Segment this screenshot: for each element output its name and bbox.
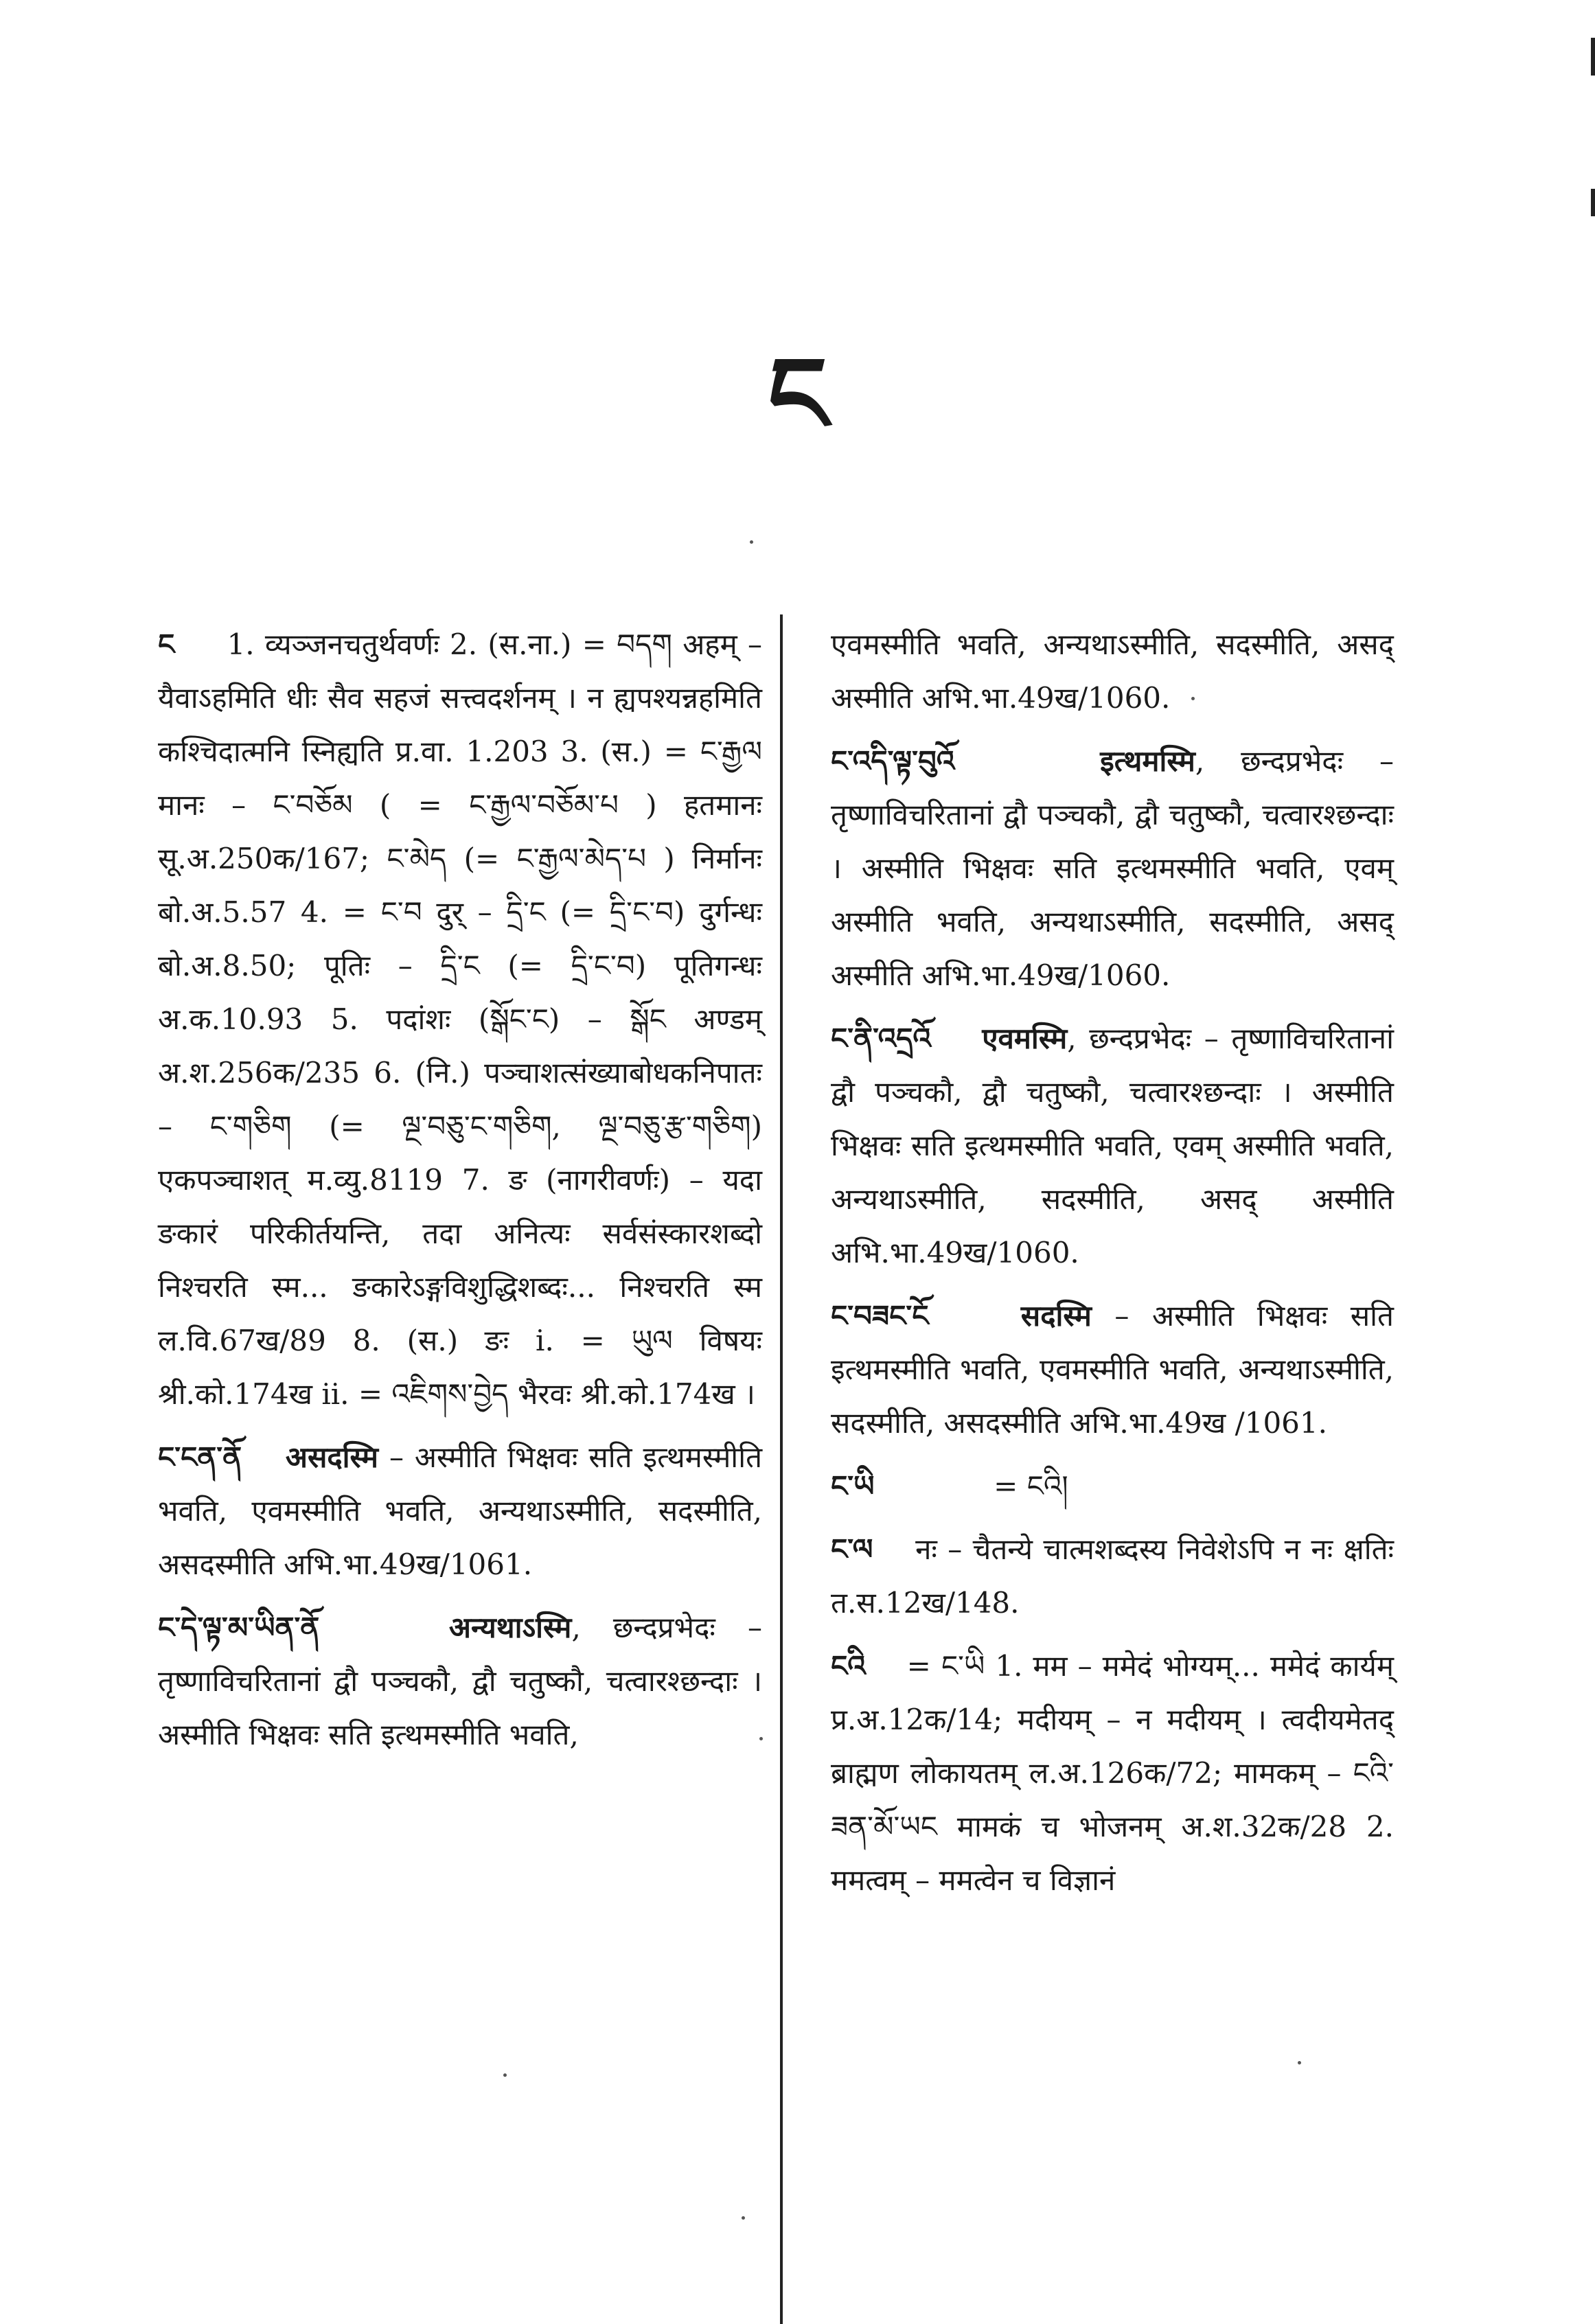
scan-edge-mark xyxy=(1591,189,1595,216)
entry-itthamasmi xyxy=(831,735,1394,1002)
entry-text: , छन्दप्रभेदः – तृष्णाविचरितानां द्वौ पञ्चकौ, द्वौ चतुष्कौ, चत्वारश्छन्दाः । अस्मीति भिक्षवः सति इत्थमस्मीति भवति, एवम् अस्मीति भवति, अन्यथाऽस्मीति, सदस्मीति, असद् अस्मीति अभि.भा.49ख/1060. xyxy=(831,1022,1394,1269)
entry-headword: ང་འདི་ལྟ་བུའོ xyxy=(831,744,955,778)
entry-headword: ང་དེ་ལྟ་མ་ཡིན་ནོ xyxy=(158,1611,320,1644)
entry-headword: ང་བཟང་ངོ xyxy=(831,1299,929,1333)
scan-speck xyxy=(750,540,753,544)
entry-text: , छन्दप्रभेदः – तृष्णाविचरितानां द्वौ पञ्चकौ, द्वौ चतुष्कौ, चत्वारश्छन्दाः । अस्मीति भिक्षवः सति इत्थमस्मीति भवति, xyxy=(158,1611,763,1751)
entry-gloss: इत्थमस्मि xyxy=(1100,744,1195,778)
scan-speck xyxy=(1191,697,1195,700)
entry-headword: ང་ལ xyxy=(831,1532,873,1566)
entry-gloss: सदस्मि xyxy=(1020,1299,1092,1333)
right-column xyxy=(831,618,1394,1917)
scan-speck xyxy=(759,1737,763,1740)
entry-headword: ང་ཡི xyxy=(831,1469,875,1503)
entry-gloss: असदस्मि xyxy=(285,1440,378,1474)
entry-text: , छन्दप्रभेदः – तृष्णाविचरितानां द्वौ पञ्चकौ, द्वौ चतुष्कौ, चत्वारश्छन्दाः । अस्मीति भिक्षवः सति इत्थमस्मीति भवति, एवम् अस्मीति भवति, अन्यथाऽस्मीति, सदस्मीति, असद् अस्मीति अभि.भा.49ख/1060. xyxy=(831,744,1394,992)
entry-headword: ངའི xyxy=(831,1649,866,1683)
entry-anyathasmi xyxy=(158,1601,762,1762)
entry-text: = ངའི། xyxy=(994,1469,1068,1503)
page-heading: ང xyxy=(768,334,827,455)
entry-headword: ང་ངན་ནོ xyxy=(158,1440,242,1474)
entry-nga-yi xyxy=(831,1460,1394,1513)
entry-ngai xyxy=(831,1640,1394,1907)
entry-nga-la xyxy=(831,1523,1394,1630)
entry-text: – अस्मीति भिक्षवः सति इत्थमस्मीति भवति, एवमस्मीति भवति, अन्यथाऽस्मीति, सदस्मीति, असदस्मीति अभि.भा.49ख /1061. xyxy=(831,1299,1394,1440)
entry-evamasmi xyxy=(831,1012,1394,1280)
column-divider xyxy=(780,614,783,2324)
entry-headword: ང xyxy=(158,628,175,661)
entry-text: 1. व्यञ्जनचतुर्थवर्णः 2. (स.ना.) = བདག अहम् – यैवाऽहमिति धीः सैव सहजं सत्त्वदर्शनम् । न ह्यपश्यन्नहमिति कश्चिदात्मनि स्निह्यति प्र.वा. 1.203 3. (स.) = ང་རྒྱལ मानः – ང་བཅོམ ( = ང་རྒྱལ་བཅོམ་པ ) हतमानः सू.अ.250क/167; ང་མེད (= ང་རྒྱལ་མེད་པ ) निर्मानः बो.अ.5.57 4. = ང་བ दुर् – དྲི་ང (= དྲི་ང་བ) दुर्गन्धः बो.अ.8.50; पूतिः – དྲི་ང (= དྲི་ང་བ) पूतिगन्धः अ.क.10.93 5. पदांशः (སྒོང་ང) – སྒོང अण्डम् अ.श.256क/235 6. (नि.) पञ्चाशत्संख्याबोधकनिपातः – ང་གཅིག (= ལྔ་བཅུ་ང་གཅིག, ལྔ་བཅུ་རྩ་གཅིག) एकपञ्चाशत् म.व्यु.8119 7. ङ (नागरीवर्णः) – यदा ङकारं परिकीर्तयन्ति, तदा अनित्यः सर्वसंस्कारशब्दो निश्चरति स्म... ङकारेऽङ्गविशुद्धिशब्दः... निश्चरति स्म ल.वि.67ख/89 8. (स.) ङः i. = ཡུལ विषयः श्री.को.174ख ii. = འཇིགས་བྱེད भैरवः श्री.को.174ख । xyxy=(158,628,762,1411)
entry-text: = ང་ཡི 1. मम – ममेदं भोग्यम्... ममेदं कार्यम् प्र.अ.12क/14; मदीयम् – न मदीयम् । त्वदीयमेतद् ब्राह्मण लोकायतम् ल.अ.126क/72; मामकम् – ངའི་ཟན་མོ་ཡང मामकं च भोजनम् अ.श.32क/28 2. ममत्वम् – ममत्वेन च विज्ञानं xyxy=(831,1649,1395,1897)
scan-edge-mark xyxy=(1591,38,1595,76)
scan-speck xyxy=(742,2216,745,2220)
entry-continuation xyxy=(831,618,1394,725)
scan-speck xyxy=(1298,2061,1301,2064)
entry-sadasmi xyxy=(831,1289,1394,1450)
entry-gloss: एवमस्मि xyxy=(982,1022,1068,1055)
entry-text: एवमस्मीति भवति, अन्यथाऽस्मीति, सदस्मीति, असद् अस्मीति अभि.भा.49ख/1060. xyxy=(831,628,1394,715)
entry-headword: ང་ནི་འདྲའོ xyxy=(831,1022,931,1055)
scan-speck xyxy=(503,2073,507,2077)
entry-asadasmi xyxy=(158,1431,762,1591)
entry-gloss: अन्यथाऽस्मि xyxy=(448,1611,572,1644)
entry-text: नः – चैतन्ये चात्मशब्दस्य निवेशेऽपि न नः क्षतिः त.स.12ख/148. xyxy=(831,1532,1394,1620)
entry-text: – अस्मीति भिक्षवः सति इत्थमस्मीति भवति, एवमस्मीति भवति, अन्यथाऽस्मीति, सदस्मीति, असदस्मीति अभि.भा.49ख/1061. xyxy=(158,1440,763,1581)
left-column xyxy=(158,618,762,1771)
entry-nga xyxy=(158,618,762,1421)
